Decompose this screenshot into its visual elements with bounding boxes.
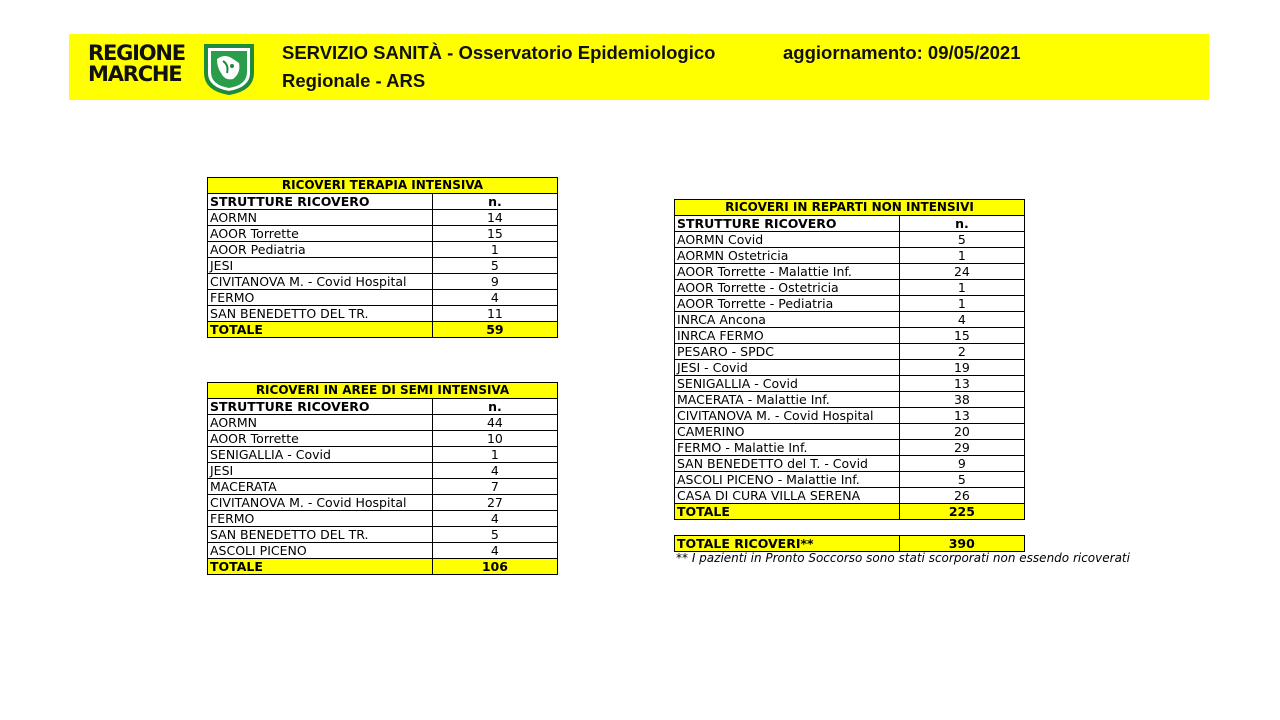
row-name: FERMO - Malattie Inf. bbox=[675, 440, 900, 456]
row-count: 4 bbox=[432, 290, 557, 306]
table-row bbox=[208, 543, 558, 559]
row-name: AORMN bbox=[208, 415, 433, 431]
region-emblem-icon bbox=[203, 43, 255, 95]
total-value: 59 bbox=[432, 322, 557, 338]
table-row bbox=[675, 280, 1025, 296]
total-label: TOTALE bbox=[675, 504, 900, 520]
table-row bbox=[675, 440, 1025, 456]
row-name: CIVITANOVA M. - Covid Hospital bbox=[208, 495, 433, 511]
row-name: AOOR Torrette - Ostetricia bbox=[675, 280, 900, 296]
row-count: 13 bbox=[899, 376, 1024, 392]
intensive-care-table bbox=[207, 177, 558, 338]
footnote: ** I pazienti in Pronto Soccorso sono stati scorporati non essendo ricoverati bbox=[676, 551, 1130, 565]
table-row bbox=[675, 296, 1025, 312]
table-row bbox=[208, 258, 558, 274]
table-row bbox=[675, 232, 1025, 248]
row-count: 15 bbox=[899, 328, 1024, 344]
table-row bbox=[675, 392, 1025, 408]
table-row bbox=[675, 312, 1025, 328]
row-count: 5 bbox=[432, 258, 557, 274]
table-row bbox=[208, 415, 558, 431]
column-header-count: n. bbox=[432, 399, 557, 415]
row-name: CAMERINO bbox=[675, 424, 900, 440]
grand-total-row bbox=[675, 536, 1025, 552]
total-label: TOTALE bbox=[208, 322, 433, 338]
table-row bbox=[675, 328, 1025, 344]
table-row bbox=[208, 274, 558, 290]
table-row bbox=[675, 408, 1025, 424]
row-count: 5 bbox=[899, 472, 1024, 488]
table-row bbox=[675, 424, 1025, 440]
row-name: SAN BENEDETTO DEL TR. bbox=[208, 306, 433, 322]
row-count: 29 bbox=[899, 440, 1024, 456]
table-row bbox=[208, 242, 558, 258]
total-row bbox=[208, 559, 558, 575]
row-count: 26 bbox=[899, 488, 1024, 504]
table-row bbox=[675, 248, 1025, 264]
row-count: 2 bbox=[899, 344, 1024, 360]
table-title: RICOVERI IN REPARTI NON INTENSIVI bbox=[675, 200, 1025, 216]
row-count: 13 bbox=[899, 408, 1024, 424]
row-count: 4 bbox=[899, 312, 1024, 328]
row-name: AOOR Torrette bbox=[208, 226, 433, 242]
row-name: INRCA FERMO bbox=[675, 328, 900, 344]
total-value: 106 bbox=[432, 559, 557, 575]
region-logo-text bbox=[88, 43, 185, 85]
row-count: 5 bbox=[899, 232, 1024, 248]
table-row bbox=[675, 456, 1025, 472]
row-count: 19 bbox=[899, 360, 1024, 376]
header-banner bbox=[69, 34, 1209, 100]
table-row bbox=[208, 511, 558, 527]
grand-total-value: 390 bbox=[899, 536, 1024, 552]
row-name: SAN BENEDETTO DEL TR. bbox=[208, 527, 433, 543]
row-count: 4 bbox=[432, 543, 557, 559]
row-name: AORMN Covid bbox=[675, 232, 900, 248]
row-name: SAN BENEDETTO del T. - Covid bbox=[675, 456, 900, 472]
row-count: 9 bbox=[899, 456, 1024, 472]
row-count: 10 bbox=[432, 431, 557, 447]
row-name: AORMN bbox=[208, 210, 433, 226]
row-name: AOOR Torrette bbox=[208, 431, 433, 447]
table-title: RICOVERI TERAPIA INTENSIVA bbox=[208, 178, 558, 194]
table-row bbox=[208, 463, 558, 479]
table-row bbox=[208, 290, 558, 306]
semi-intensive-table bbox=[207, 382, 558, 575]
grand-total-table bbox=[674, 535, 1025, 552]
row-count: 1 bbox=[432, 242, 557, 258]
table-row bbox=[208, 210, 558, 226]
row-count: 7 bbox=[432, 479, 557, 495]
table-row bbox=[208, 527, 558, 543]
row-name: PESARO - SPDC bbox=[675, 344, 900, 360]
row-name: SENIGALLIA - Covid bbox=[208, 447, 433, 463]
total-label: TOTALE bbox=[208, 559, 433, 575]
total-value: 225 bbox=[899, 504, 1024, 520]
update-date: aggiornamento: 09/05/2021 bbox=[783, 42, 1021, 63]
grand-total-label: TOTALE RICOVERI** bbox=[675, 536, 900, 552]
row-count: 24 bbox=[899, 264, 1024, 280]
row-name: INRCA Ancona bbox=[675, 312, 900, 328]
row-name: AOOR Torrette - Pediatria bbox=[675, 296, 900, 312]
row-count: 9 bbox=[432, 274, 557, 290]
row-count: 4 bbox=[432, 511, 557, 527]
table-row bbox=[675, 472, 1025, 488]
total-row bbox=[675, 504, 1025, 520]
table-row bbox=[208, 306, 558, 322]
table-row bbox=[208, 447, 558, 463]
row-count: 27 bbox=[432, 495, 557, 511]
header-title-line-2: Regionale - ARS bbox=[282, 70, 426, 91]
column-header-structure: STRUTTURE RICOVERO bbox=[675, 216, 900, 232]
table-row bbox=[208, 495, 558, 511]
table-row bbox=[675, 264, 1025, 280]
row-name: CASA DI CURA VILLA SERENA bbox=[675, 488, 900, 504]
table-row bbox=[208, 431, 558, 447]
row-count: 15 bbox=[432, 226, 557, 242]
row-name: AOOR Torrette - Malattie Inf. bbox=[675, 264, 900, 280]
row-name: AOOR Pediatria bbox=[208, 242, 433, 258]
total-row bbox=[208, 322, 558, 338]
row-name: MACERATA - Malattie Inf. bbox=[675, 392, 900, 408]
table-row bbox=[675, 360, 1025, 376]
row-count: 11 bbox=[432, 306, 557, 322]
row-name: JESI bbox=[208, 463, 433, 479]
table-row bbox=[208, 226, 558, 242]
row-count: 1 bbox=[899, 248, 1024, 264]
table-row bbox=[675, 344, 1025, 360]
row-name: FERMO bbox=[208, 511, 433, 527]
table-title: RICOVERI IN AREE DI SEMI INTENSIVA bbox=[208, 383, 558, 399]
row-count: 5 bbox=[432, 527, 557, 543]
row-count: 1 bbox=[899, 280, 1024, 296]
table-row bbox=[208, 479, 558, 495]
row-count: 38 bbox=[899, 392, 1024, 408]
row-count: 14 bbox=[432, 210, 557, 226]
non-intensive-table bbox=[674, 199, 1025, 520]
column-header-structure: STRUTTURE RICOVERO bbox=[208, 194, 433, 210]
row-name: JESI bbox=[208, 258, 433, 274]
row-name: ASCOLI PICENO bbox=[208, 543, 433, 559]
logo-line-1: REGIONE bbox=[88, 41, 185, 65]
column-header-count: n. bbox=[432, 194, 557, 210]
row-name: JESI - Covid bbox=[675, 360, 900, 376]
table-row bbox=[675, 376, 1025, 392]
row-count: 4 bbox=[432, 463, 557, 479]
row-name: SENIGALLIA - Covid bbox=[675, 376, 900, 392]
row-name: MACERATA bbox=[208, 479, 433, 495]
header-title-line-1: SERVIZIO SANITÀ - Osservatorio Epidemiologico bbox=[282, 42, 716, 63]
table-row bbox=[675, 488, 1025, 504]
row-name: FERMO bbox=[208, 290, 433, 306]
logo-line-2: MARCHE bbox=[88, 62, 182, 86]
row-count: 1 bbox=[899, 296, 1024, 312]
row-name: ASCOLI PICENO - Malattie Inf. bbox=[675, 472, 900, 488]
row-name: AORMN Ostetricia bbox=[675, 248, 900, 264]
row-count: 20 bbox=[899, 424, 1024, 440]
row-count: 44 bbox=[432, 415, 557, 431]
row-name: CIVITANOVA M. - Covid Hospital bbox=[675, 408, 900, 424]
row-name: CIVITANOVA M. - Covid Hospital bbox=[208, 274, 433, 290]
column-header-count: n. bbox=[899, 216, 1024, 232]
column-header-structure: STRUTTURE RICOVERO bbox=[208, 399, 433, 415]
row-count: 1 bbox=[432, 447, 557, 463]
